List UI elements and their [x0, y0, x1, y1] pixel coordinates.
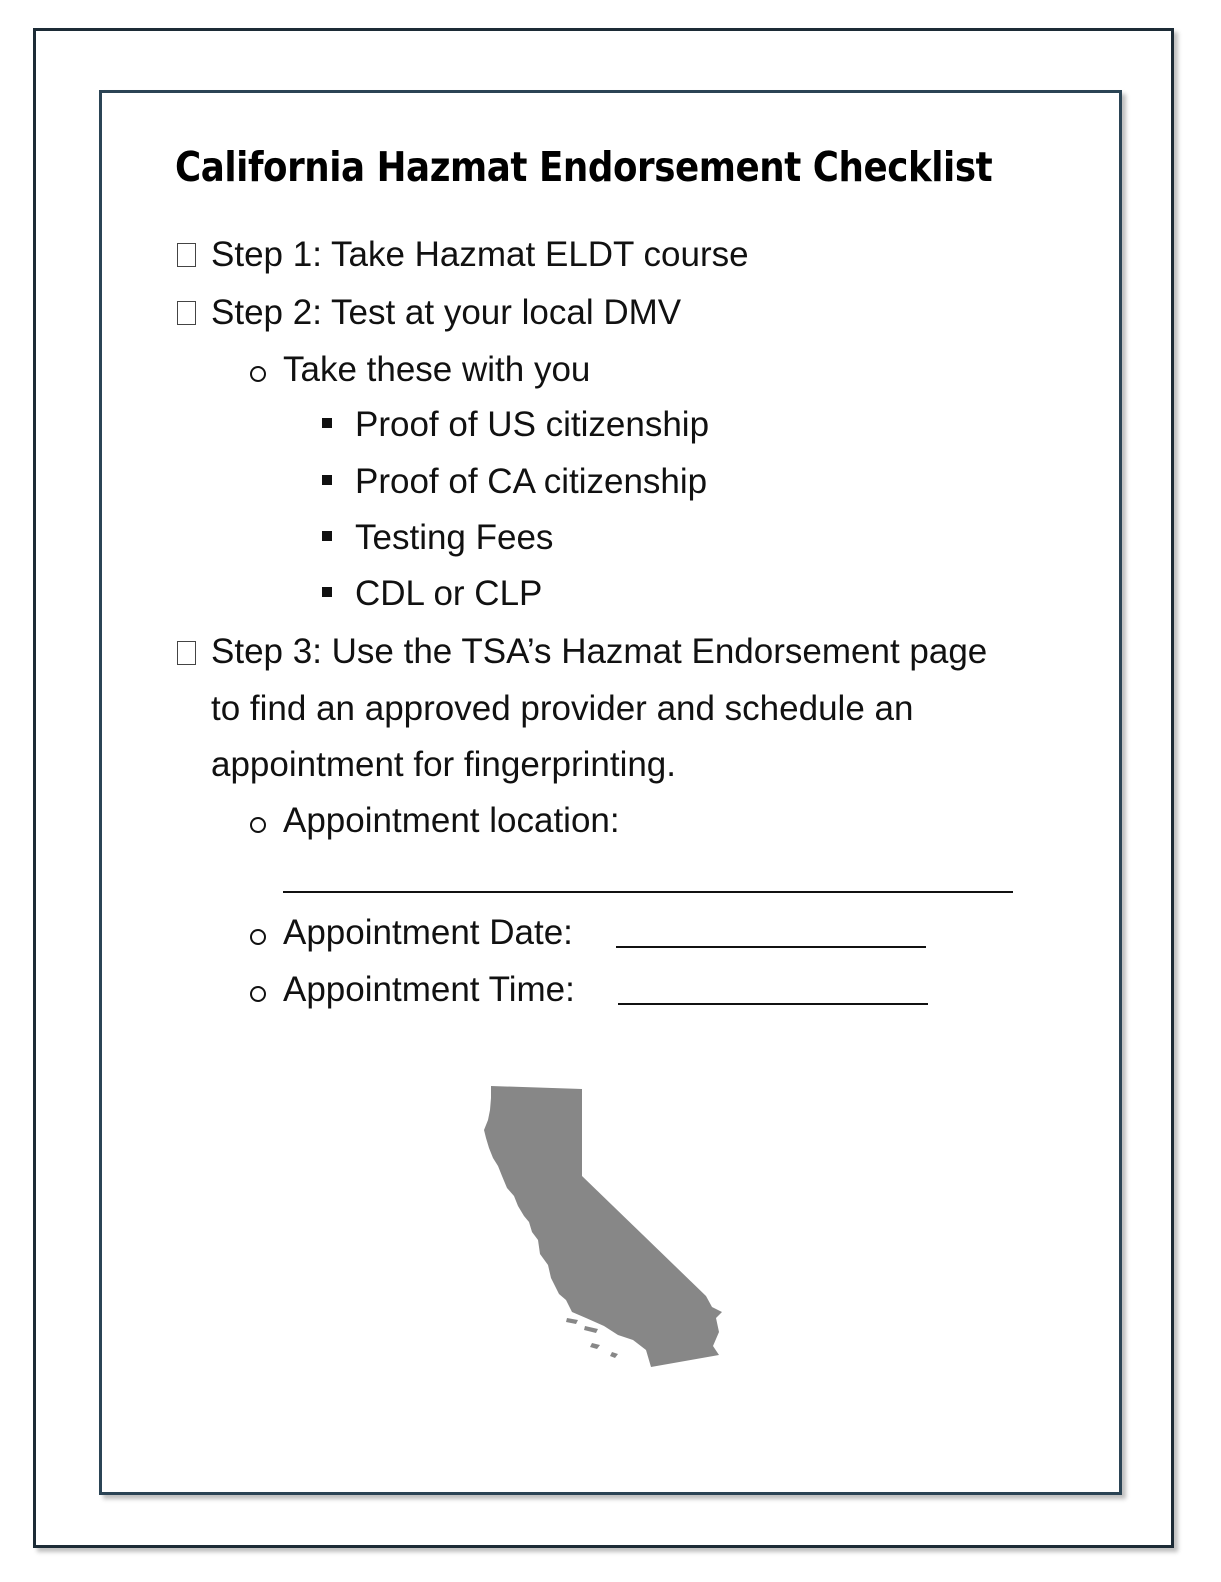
circle-bullet-icon — [250, 817, 266, 833]
square-bullet-icon — [322, 475, 332, 485]
appointment-time-label: Appointment Time: — [283, 970, 575, 1009]
step-2-checkbox[interactable] — [177, 301, 196, 325]
circle-bullet-icon — [250, 986, 266, 1002]
step-3-label-line-2: to find an approved provider and schedule an — [211, 689, 914, 728]
list-item-us-citizenship: Proof of US citizenship — [355, 405, 710, 444]
california-map-image — [480, 1082, 730, 1372]
appointment-time-field[interactable] — [618, 1003, 928, 1005]
circle-bullet-icon — [250, 929, 266, 945]
square-bullet-icon — [322, 418, 332, 428]
appointment-date-field[interactable] — [616, 946, 926, 948]
step-2-label: Step 2: Test at your local DMV — [211, 293, 682, 332]
list-item-cdl-or-clp: CDL or CLP — [355, 574, 543, 613]
appointment-location-label: Appointment location: — [283, 801, 620, 840]
square-bullet-icon — [322, 587, 332, 597]
step-1-checkbox[interactable] — [177, 243, 196, 267]
list-item-testing-fees: Testing Fees — [355, 518, 554, 557]
appointment-location-field[interactable] — [283, 891, 1013, 893]
square-bullet-icon — [322, 531, 332, 541]
step-3-checkbox[interactable] — [177, 641, 196, 665]
step-3-label-line-1: Step 3: Use the TSA’s Hazmat Endorsement page — [211, 632, 988, 671]
step-2-sub-label: Take these with you — [283, 350, 591, 389]
step-1-label: Step 1: Take Hazmat ELDT course — [211, 235, 749, 274]
appointment-date-label: Appointment Date: — [283, 913, 573, 952]
page-title: California Hazmat Endorsement Checklist — [175, 143, 993, 191]
list-item-ca-citizenship: Proof of CA citizenship — [355, 462, 708, 501]
circle-bullet-icon — [250, 366, 266, 382]
step-3-label-line-3: appointment for fingerprinting. — [211, 745, 676, 784]
